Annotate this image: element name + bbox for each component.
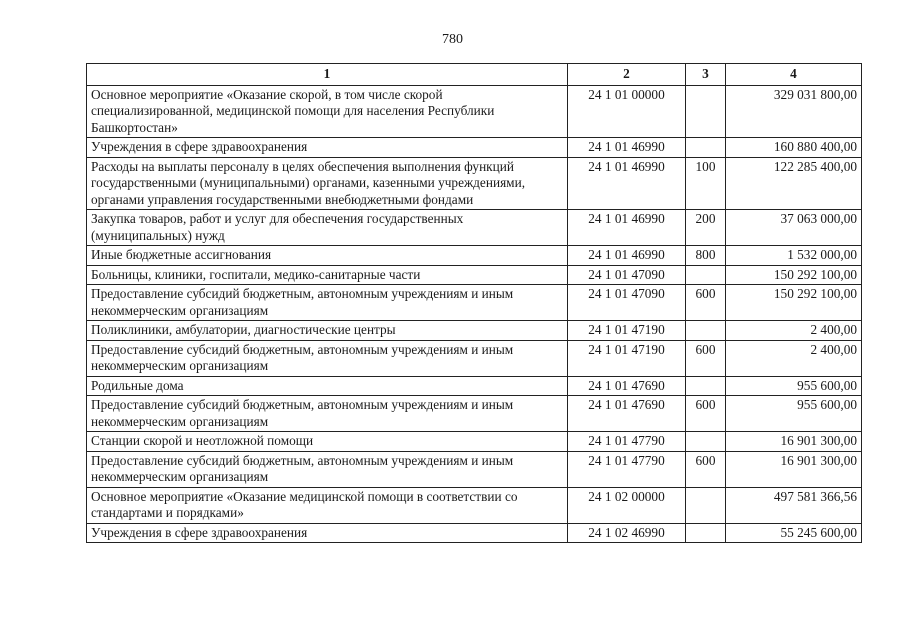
row-code: 24 1 01 47690 [568,396,686,432]
row-code: 24 1 01 47790 [568,451,686,487]
row-type [686,487,726,523]
row-name: Больницы, клиники, госпитали, медико-санитарные части [87,265,568,285]
row-type [686,85,726,138]
row-type: 600 [686,396,726,432]
row-amount: 122 285 400,00 [726,157,862,210]
row-amount: 955 600,00 [726,376,862,396]
row-amount: 955 600,00 [726,396,862,432]
column-header-name: 1 [87,64,568,86]
row-name: Предоставление субсидий бюджетным, автономным учреждениям и иным некоммерческим организациям [87,396,568,432]
row-type [686,138,726,158]
table-row [87,523,862,543]
row-name: Поликлиники, амбулатории, диагностические центры [87,321,568,341]
row-name: Основное мероприятие «Оказание скорой, в том числе скорой специализированной, медицинской помощи для населения Республики Башкортостан» [87,85,568,138]
row-amount: 497 581 366,56 [726,487,862,523]
row-name: Предоставление субсидий бюджетным, автономным учреждениям и иным некоммерческим организациям [87,285,568,321]
row-amount: 2 400,00 [726,340,862,376]
row-amount: 2 400,00 [726,321,862,341]
row-code: 24 1 02 00000 [568,487,686,523]
table-row [87,487,862,523]
row-code: 24 1 01 47190 [568,321,686,341]
row-code: 24 1 01 47090 [568,265,686,285]
row-type: 600 [686,451,726,487]
table-row [87,138,862,158]
row-code: 24 1 02 46990 [568,523,686,543]
row-name: Основное мероприятие «Оказание медицинской помощи в соответствии со стандартами и порядками» [87,487,568,523]
row-type [686,432,726,452]
table-row [87,85,862,138]
row-amount: 329 031 800,00 [726,85,862,138]
row-code: 24 1 01 47690 [568,376,686,396]
row-code: 24 1 01 46990 [568,246,686,266]
column-header-type: 3 [686,64,726,86]
row-amount: 150 292 100,00 [726,285,862,321]
table-row [87,340,862,376]
row-name: Расходы на выплаты персоналу в целях обеспечения выполнения функций государственными (муниципальными) органами, казенными учреждениями, органами управления государственными внебюджетными фондами [87,157,568,210]
row-type [686,376,726,396]
table-row [87,321,862,341]
row-type: 100 [686,157,726,210]
row-name: Иные бюджетные ассигнования [87,246,568,266]
row-amount: 160 880 400,00 [726,138,862,158]
table-row [87,376,862,396]
table-row [87,396,862,432]
row-name: Предоставление субсидий бюджетным, автономным учреждениям и иным некоммерческим организациям [87,340,568,376]
row-code: 24 1 01 46990 [568,138,686,158]
row-name: Предоставление субсидий бюджетным, автономным учреждениям и иным некоммерческим организациям [87,451,568,487]
table-row [87,210,862,246]
column-header-amount: 4 [726,64,862,86]
row-amount: 150 292 100,00 [726,265,862,285]
row-amount: 16 901 300,00 [726,451,862,487]
row-name: Учреждения в сфере здравоохранения [87,138,568,158]
table-row [87,246,862,266]
row-type: 600 [686,340,726,376]
budget-table [86,63,862,543]
row-amount: 55 245 600,00 [726,523,862,543]
column-header-code: 2 [568,64,686,86]
row-name: Станции скорой и неотложной помощи [87,432,568,452]
row-name: Родильные дома [87,376,568,396]
row-amount: 37 063 000,00 [726,210,862,246]
table-row [87,451,862,487]
row-type: 800 [686,246,726,266]
row-code: 24 1 01 47790 [568,432,686,452]
row-type [686,265,726,285]
table-row [87,157,862,210]
row-amount: 1 532 000,00 [726,246,862,266]
row-code: 24 1 01 00000 [568,85,686,138]
page-number: 780 [442,32,463,47]
row-type [686,523,726,543]
row-type: 600 [686,285,726,321]
table-row [87,285,862,321]
row-code: 24 1 01 47190 [568,340,686,376]
table-row [87,432,862,452]
row-amount: 16 901 300,00 [726,432,862,452]
row-code: 24 1 01 46990 [568,210,686,246]
table-header-row [87,64,862,86]
table-row [87,265,862,285]
row-code: 24 1 01 47090 [568,285,686,321]
row-code: 24 1 01 46990 [568,157,686,210]
row-type: 200 [686,210,726,246]
row-name: Закупка товаров, работ и услуг для обеспечения государственных (муниципальных) нужд [87,210,568,246]
row-type [686,321,726,341]
row-name: Учреждения в сфере здравоохранения [87,523,568,543]
